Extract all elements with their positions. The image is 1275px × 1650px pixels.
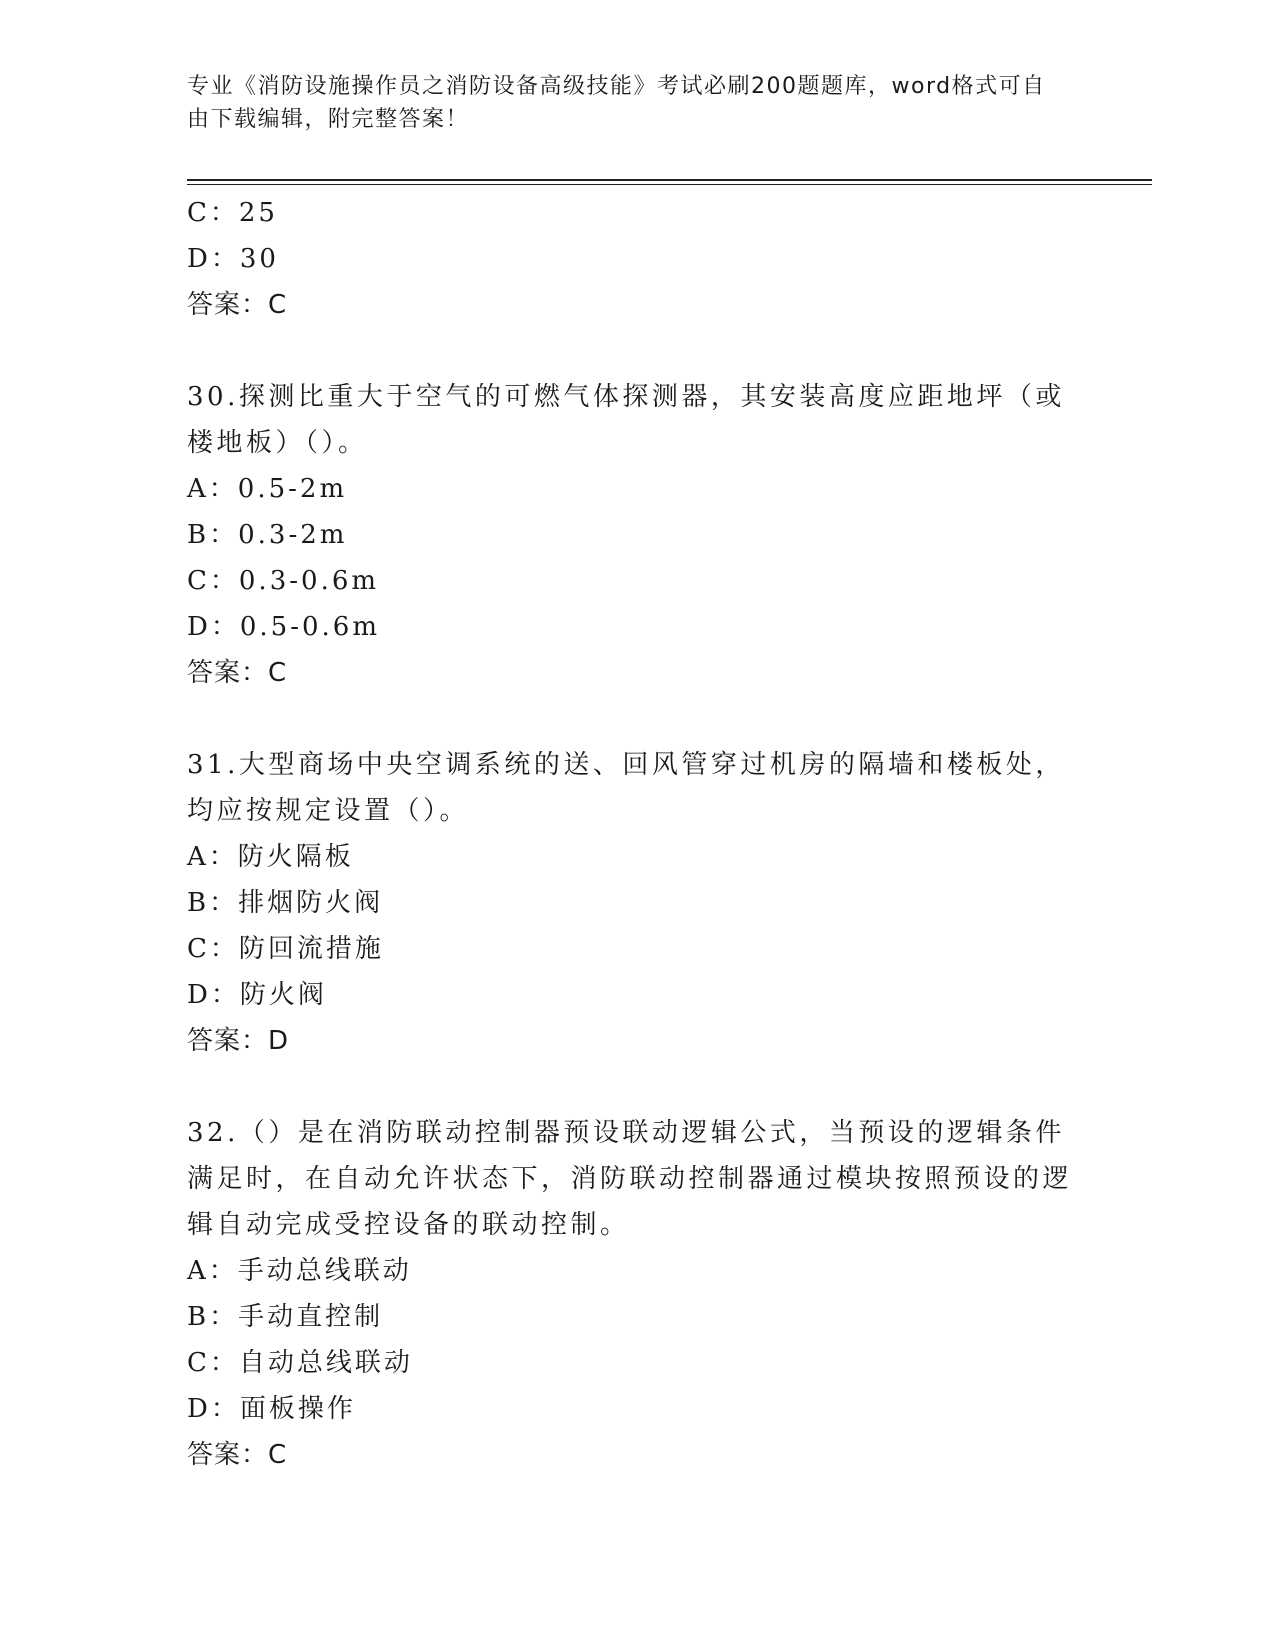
question-31 [187,742,1087,1064]
option-d: D：0.5-0.6m [187,612,380,642]
answer-line: 答案：C [187,1440,288,1470]
option-a: A：0.5-2m [187,474,348,504]
option-d: D：面板操作 [187,1394,356,1424]
option-c: C：0.3-0.6m [187,566,380,596]
document-title: 专业《消防设施操作员之消防设备高级技能》考试必刷200题题库，word格式可自由下载编辑，附完整答案！ [187,74,1046,132]
question-stem: 32.（）是在消防联动控制器预设联动逻辑公式，当预设的逻辑条件满足时，在自动允许状态下，消防联动控制器通过模块按照预设的逻辑自动完成受控设备的联动控制。 [187,1118,1073,1240]
document-body [187,190,1087,1478]
header-rule-thick [187,179,1152,181]
page-header [187,70,1067,136]
option-d: D：防火阀 [187,980,327,1010]
option-c: C：防回流措施 [187,934,384,964]
question-stem: 30.探测比重大于空气的可燃气体探测器，其安装高度应距地坪（或楼地板）（）。 [187,382,1065,458]
question-stem: 31.大型商场中央空调系统的送、回风管穿过机房的隔墙和楼板处，均应按规定设置（）。 [187,750,1065,826]
question-32 [187,1110,1087,1478]
option-d: D：30 [187,244,279,274]
answer-line: 答案：D [187,1026,290,1056]
option-a: A：手动总线联动 [187,1256,412,1286]
option-c: C：自动总线联动 [187,1348,413,1378]
question-30 [187,374,1087,696]
option-a: A：防火隔板 [187,842,354,872]
answer-line: 答案：C [187,290,288,320]
option-c: C：25 [187,198,278,228]
option-b: B：排烟防火阀 [187,888,384,918]
option-b: B：手动直控制 [187,1302,384,1332]
header-rule-thin [187,184,1152,185]
option-b: B：0.3-2m [187,520,348,550]
continued-question [187,190,1087,328]
answer-line: 答案：C [187,658,288,688]
